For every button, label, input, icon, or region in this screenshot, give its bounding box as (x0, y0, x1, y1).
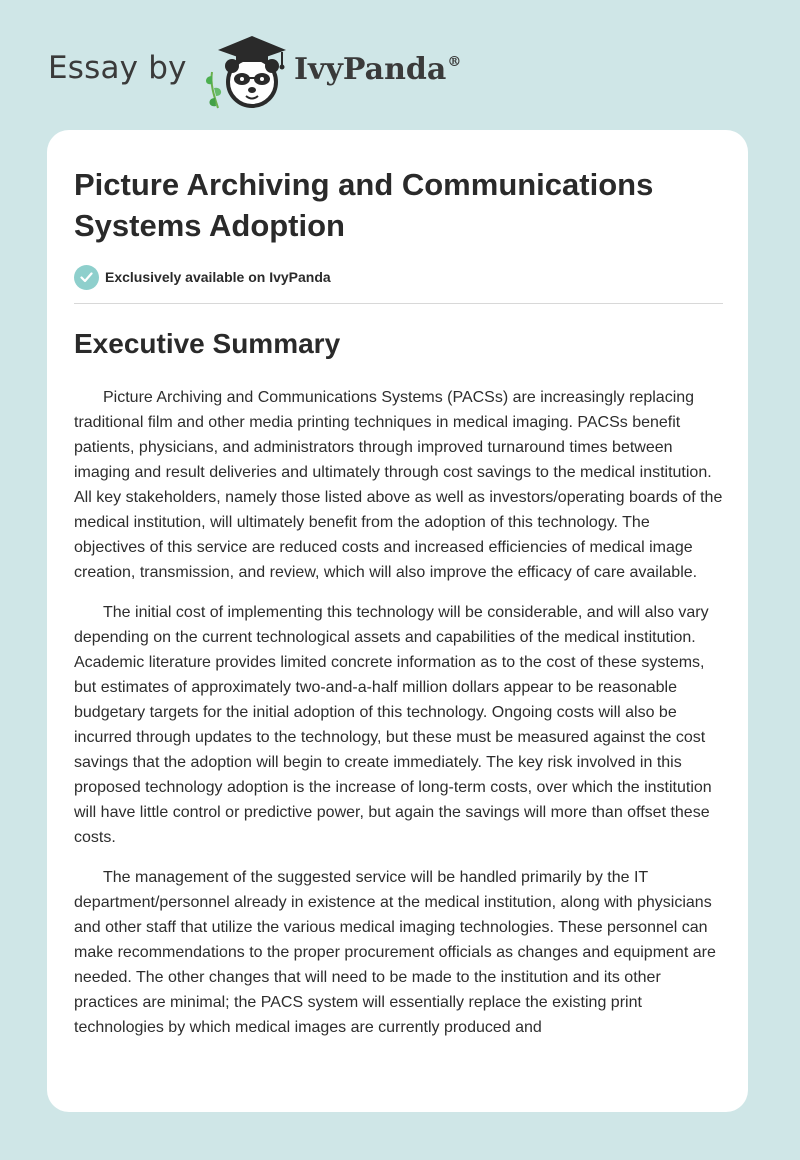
title-divider (74, 303, 723, 304)
check-icon (80, 272, 93, 283)
ivypanda-panda-logo-icon[interactable] (202, 32, 292, 112)
essay-title: Picture Archiving and Communications Systems Adoption (74, 167, 654, 243)
exclusive-badge-text: Exclusively available on IvyPanda (105, 269, 331, 285)
body-paragraph: The management of the suggested service will be handled primarily by the IT department/personnel already in existence at the medical institution, along with physicians and other staff that utilize the various medical imaging technologies. These personnel can make recommendations to the proper procurement officials as changes and equipment are needed. The other changes that will need to be made to the institution and its other practices are minimal; the PACS system will essentially replace the existing print technologies by which medical images are currently produced and (74, 869, 716, 1036)
body-paragraph: Picture Archiving and Communications Systems (PACSs) are increasingly replacing traditional film and other media printing techniques in medical imaging. PACSs benefit patients, physicians, and administrators through improved turnaround times between imaging and result deliveries and ultimately through cost savings to the medical institution. All key stakeholders, namely those listed above as well as investors/operating boards of the medical institution, will ultimately benefit from the adoption of this technology. The objectives of this service are reduced costs and increased efficiencies of medical image creation, transmission, and review, which will also improve the efficacy of care available. (74, 389, 723, 581)
site-header (48, 28, 548, 118)
essay-card (47, 130, 748, 1112)
essay-body (74, 385, 725, 1055)
brand-name-text: IvyPanda (294, 52, 447, 87)
brand-name[interactable] (294, 52, 461, 87)
registered-mark: ® (447, 54, 462, 70)
exclusive-badge (74, 264, 331, 290)
section-heading: Executive Summary (74, 328, 341, 359)
ivy-leaf-icon (206, 72, 221, 108)
essay-by-label: Essay by (48, 50, 187, 86)
check-circle-icon (74, 265, 99, 290)
body-paragraph: The initial cost of implementing this technology will be considerable, and will also vary depending on the current technological assets and capabilities of the medical institution. Academic literature provides limited concrete information as to the cost of these systems, but estimates of approximately two-and-a-half million dollars appear to be reasonable budgetary targets for the initial adoption of this technology. Ongoing costs will also be incurred through updates to the technology, but these must be measured against the cost savings that the adoption will begin to create immediately. The key risk involved in this proposed technology adoption is the increase of long-term costs, over which the institution will have little control or predictive power, but again the savings will more than offset these costs. (74, 604, 712, 846)
